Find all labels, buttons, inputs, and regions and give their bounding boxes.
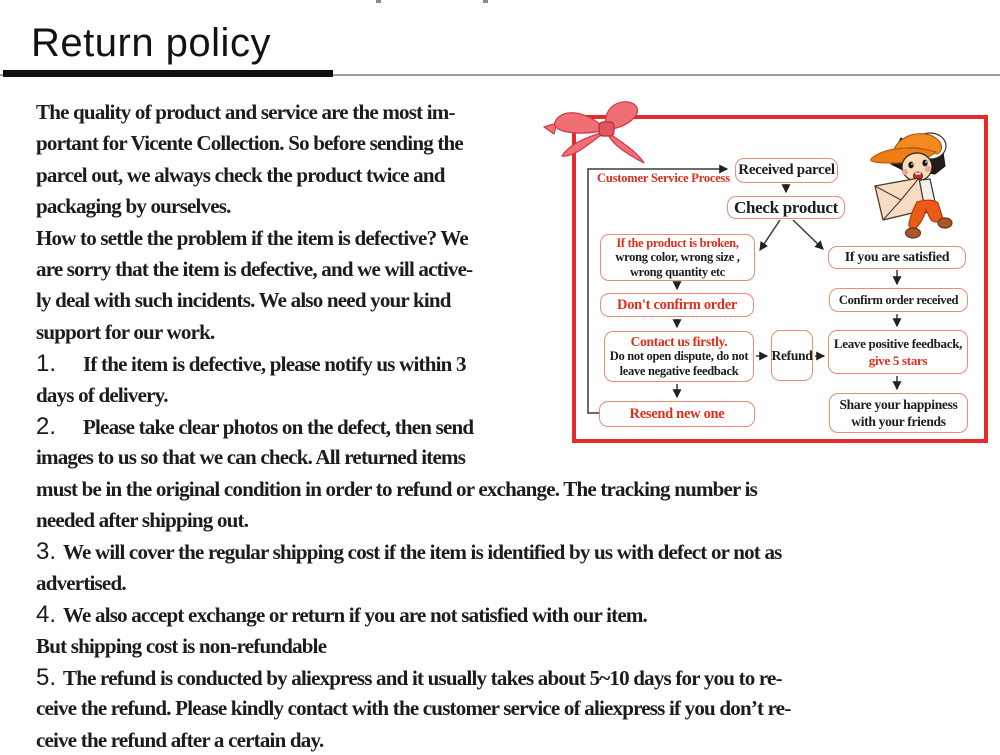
body-line: The quality of product and service are the most im-: [36, 100, 455, 124]
body-line: days of delivery.: [36, 382, 168, 407]
body-line: ly deal with such incidents. We also need your kind: [36, 288, 451, 313]
page-title: Return policy: [31, 21, 271, 65]
body-line: 5. The refund is conducted by aliexpress and it usually takes about 5~10 days for you to re-: [36, 662, 986, 693]
delivery-boy-illustration: [857, 122, 959, 244]
body-line: images to us so that we can check. All returned items: [36, 445, 466, 470]
list-number: 5.: [36, 664, 57, 692]
body-line: needed after shipping out.: [36, 508, 249, 533]
body-line: 1. If the item is defective, please notify us within 3: [36, 348, 986, 379]
body-line: portant for Vicente Collection. So before sending the: [36, 131, 463, 156]
flowchart-title: Customer Service Process: [597, 171, 730, 185]
customer-service-flowchart: [565, 100, 995, 450]
header-divider-thick: [3, 70, 333, 77]
flow-node-resend-new-one: Resend new one: [599, 401, 755, 427]
cropped-text-artifact: [376, 0, 381, 3]
flow-node-confirm-order-received: Confirm order received: [829, 288, 968, 312]
body-line: advertised.: [36, 570, 126, 595]
flow-node-contact-us: Contact us firstly. Do not open dispute, do not leave negative feedback: [604, 331, 754, 382]
flow-node-leave-positive-feedback: Leave positive feedback, give 5 stars: [828, 330, 968, 374]
body-line: 2. Please take clear photos on the defect, then send: [36, 411, 986, 442]
body-line: packaging by ourselves.: [36, 194, 231, 219]
body-line: support for our work.: [36, 319, 215, 344]
body-line: But shipping cost is non-refundable: [36, 633, 327, 658]
cropped-text-artifact: [483, 0, 488, 3]
body-line: How to settle the problem if the item is defective? We: [36, 225, 468, 250]
flow-node-refund: Refund: [771, 330, 813, 381]
list-number: 3.: [36, 538, 57, 566]
body-line: ceive the refund. Please kindly contact with the customer service of aliexpress if you don’t re-: [36, 696, 791, 721]
body-line: must be in the original condition in order to refund or exchange. The tracking number is: [36, 476, 758, 501]
body-line: parcel out, we always check the product twice and: [36, 162, 445, 187]
list-number: 2.: [36, 412, 57, 440]
body-line: 3. We will cover the regular shipping cost if the item is identified by us with defect or not as: [36, 536, 986, 567]
flow-node-satisfied: If you are satisfied: [828, 246, 966, 269]
flow-node-dont-confirm-order: Don't confirm order: [600, 293, 754, 317]
list-number: 4.: [36, 601, 57, 629]
body-line: are sorry that the item is defective, and we will active-: [36, 256, 473, 281]
ribbon-bow-icon: [543, 96, 655, 172]
flow-node-received-parcel: Received parcel: [735, 158, 838, 183]
body-line: 4. We also accept exchange or return if you are not satisfied with our item.: [36, 599, 986, 630]
flow-node-share-happiness: Share your happiness with your friends: [829, 393, 968, 433]
list-number: 1.: [36, 350, 57, 378]
flow-node-check-product: Check product: [727, 196, 845, 219]
body-line: ceive the refund after a certain day.: [36, 727, 324, 752]
flow-node-product-broken: If the product is broken, wrong color, wrong size , wrong quantity etc: [600, 234, 755, 281]
